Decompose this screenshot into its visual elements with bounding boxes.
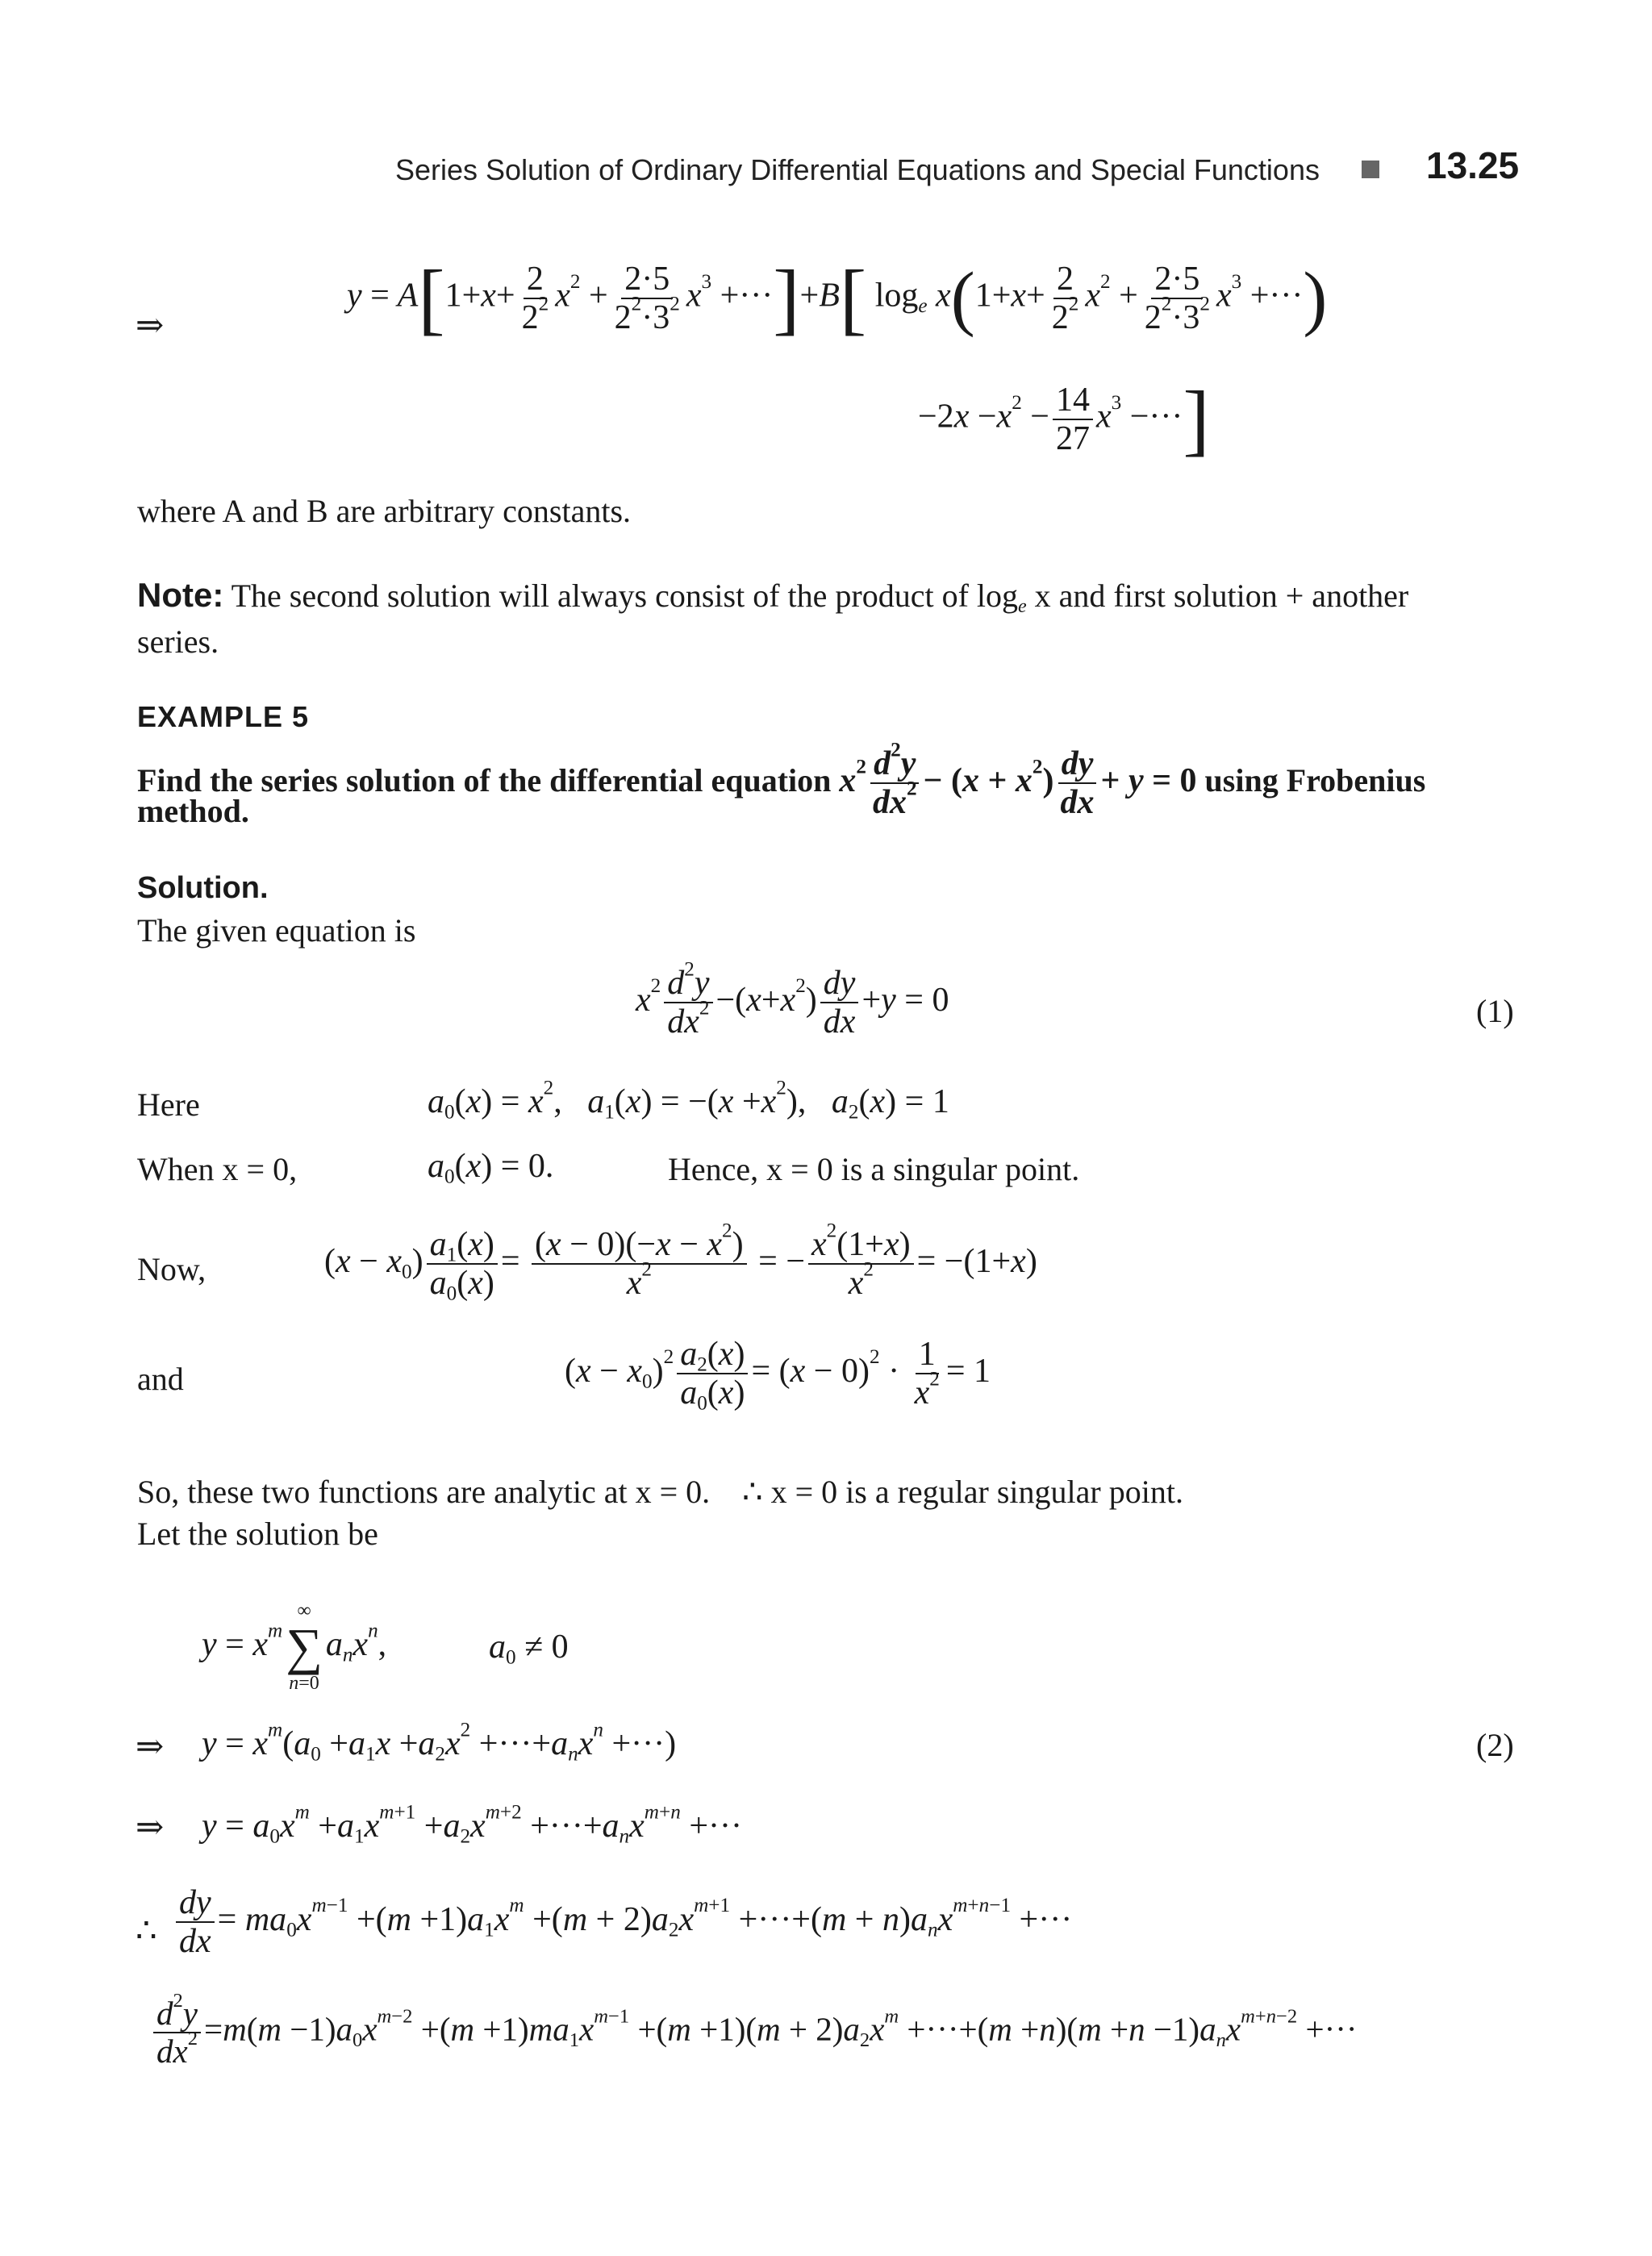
analytic-line [137,1471,1183,1513]
series-form-eq: $y = x^m$ ∞ ∑ n=0 $a_nx^n$, [202,1600,387,1695]
example-label: EXAMPLE 5 [137,700,310,733]
hence-singular-text: Hence, x = 0 is a singular point. [668,1151,1080,1187]
when-x0-text: When x = 0, [137,1151,298,1187]
example-using-text: using Frobenius [1204,761,1426,799]
implies-symbol: ⇒ [136,307,165,344]
example-find-text: Find the series solution of the differential equation [137,761,832,799]
analytic-text: So, these two functions are analytic at x = 0. [137,1474,711,1510]
a0-nonzero: $a_0 \ne 0$ [489,1628,569,1669]
where-constants-text: where A and B are arbitrary constants. [137,493,632,529]
note-body-2: x and first solution + another [1026,578,1409,614]
equation-2: $y = x^m(a_0 +a_1x +a_2x^2 +\cdot\cdot\cdot+a_nx^n$ +···) [202,1719,677,1766]
given-equation-text: The given equation is [137,912,416,949]
solution-y-line1: y = A[1+x+ $\frac{2}{2^2}$ $x^2$ + $\frac{2\cdot 5}{2^2\cdot 3^2}$ $x^3 +\cdot\cdot\cdot]+B$[ $\log_e x(1+x+$ $\frac{2}{2^2}$ $x^2$ + $\frac{2\cdot 5}{2^2\cdot 3^2}$ $x^3$ +···) [347,253,1328,343]
page-number: 13.25 [1426,144,1520,186]
ratio-a1-a0-eq: $(x - x_0)$ $\frac{a_1(x)}{a_0(x)}$ = $\frac{(x - 0)(-x - x^2)}{x^2}$ = − $\frac{x^2(1+x)}{x^2}$ = −(1+x) [324,1220,1037,1305]
example-statement: Find the series solution of the differential equation $x^2$ $\frac{d^2y}{dx^2}$ − $(x + x^2)$ $\frac{dy}{dx}$ + y = 0 using Frobenius [137,739,1426,822]
and-text: and [137,1361,184,1397]
let-solution-text: Let the solution be [137,1516,378,1552]
expanded-y-eq: $y = a_0x^m +a_1x^{m+1} +a_2x^{m+2} +\cdot\cdot\cdot+a_nx^{m+n}$ +··· [202,1801,742,1848]
solution-y-line2: $-2x -x^2$ − $\frac{14}{27}$ $x^3$ −···] [918,374,1210,464]
running-title: Series Solution of Ordinary Differential Equations and Special Functions [395,153,1320,186]
a0-nonzero-text: ≠ 0 [524,1628,569,1666]
equation-number-1: (1) [1476,993,1514,1029]
note-label: Note: [137,576,224,614]
implies-symbol-2: ⇒ [136,1728,165,1766]
second-derivative-eq: $\frac{d^2y}{dx^2}$ $=m(m -1)a_0x^{m-2} +(m +1)ma_1x^{m-1} +(m +1)(m + 2)a_2x^m +\cdot\cdot\cdot+(m +n)(m +n -1)a_nx^{m+n-2}$ +··· [150,1995,1358,2070]
equation-1: $x^2$ $\frac{d^2y}{dx^2}$ $-(x+x^2)$ $\frac{dy}{dx}$ +y = 0 [636,958,949,1041]
implies-symbol-3: ⇒ [136,1809,165,1846]
solution-label: Solution. [137,871,269,905]
note-body-3: series. [137,623,219,660]
example-method-text: method. [137,793,249,829]
here-text: Here [137,1086,200,1123]
a0-zero-eq: $a_0(x) = 0$. [428,1148,554,1188]
regular-singular-text: ∴ x = 0 is a regular singular point. [742,1474,1183,1510]
header-square-icon [1362,161,1379,178]
now-text: Now, [137,1251,206,1287]
note-body: The second solution will always consist of the product of log [231,578,1018,614]
note-paragraph: Note: The second solution will always consist of the product of $\log_e x$ and first solution + another [137,576,1409,618]
therefore-symbol: ∴ [136,1912,157,1950]
equation-number-2: (2) [1476,1727,1514,1763]
first-derivative-eq: $\frac{dy}{dx}$ = $ma_0x^{m-1} +(m +1)a_1x^m +(m + 2)a_2x^{m+1} +\cdot\cdot\cdot+(m + n)a_nx^{m+n-1}$ +··· [173,1884,1072,1960]
ratio-a2-a0-eq: $(x - x_0)^2$ $\frac{a_2(x)}{a_0(x)}$ = $(x - 0)^2$ · $\frac{1}{x^2}$ = 1 [565,1336,991,1415]
coefficients-line: $a_0(x) = x^2$, $a_1(x) = -(x +x^2)$, $a_2(x) = 1$ [428,1077,949,1124]
